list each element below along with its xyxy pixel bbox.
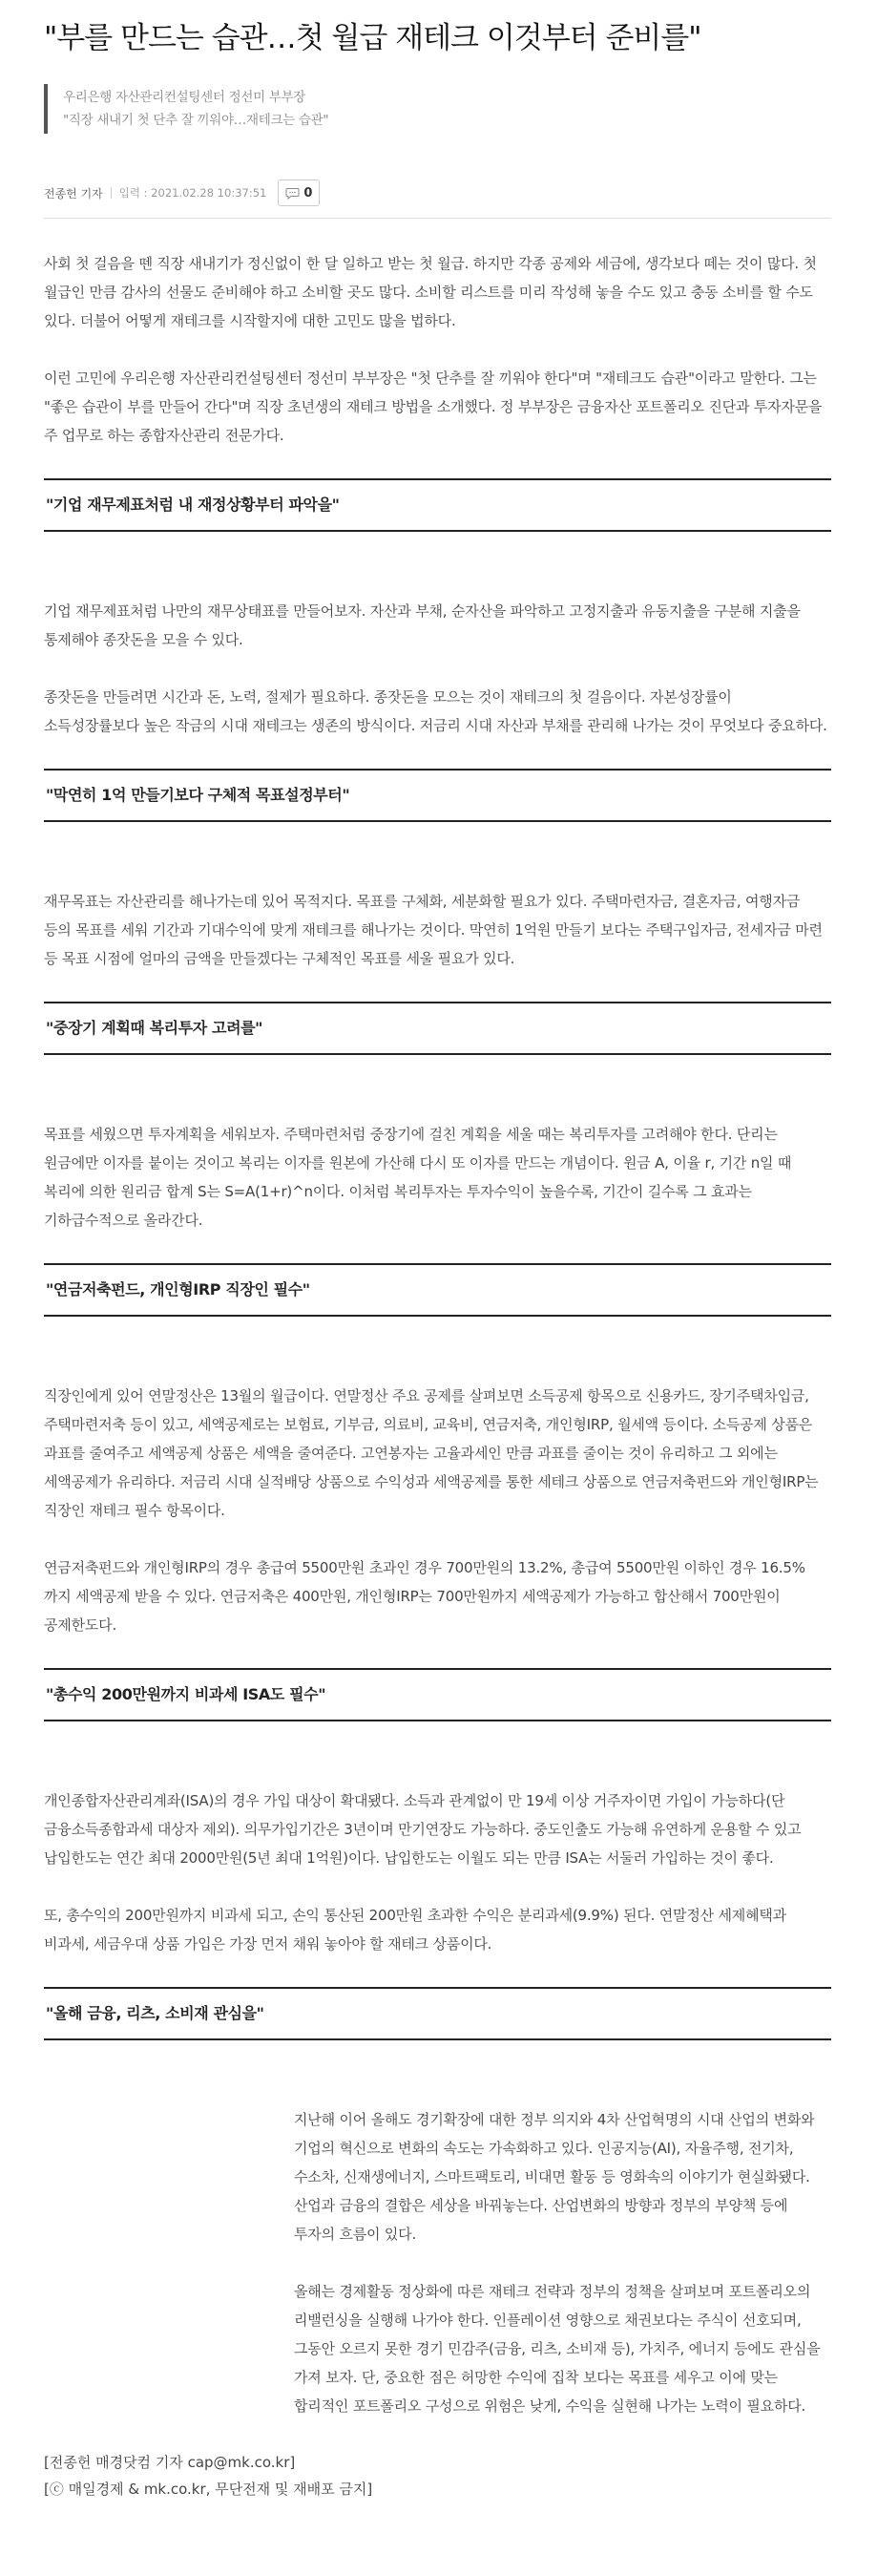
section-heading-box bbox=[44, 1668, 831, 1721]
article-subhead bbox=[44, 84, 831, 134]
body-paragraph: 기업 재무제표처럼 나만의 재무상태표를 만들어보자. 자산과 부채, 순자산을 파악하고 고정지출과 유동지출을 구분해 지출을 통제해야 종잣돈을 모을 수 있다. bbox=[44, 602, 801, 648]
body-paragraph: 직장인에게 있어 연말정산은 13월의 월급이다. 연말정산 주요 공제를 살펴보면 소득공제 항목으로 신용카드, 장기주택차입금, 주택마련저축 등이 있고, 세액공제로는 보험료, 기부금, 의료비, 교육비, 연금저축, 개인형IRP, 월세액 등이다. 소득공제 상품은 과표를 줄여주고 세액공제 상품은 세액을 줄여준다. 고연봉자는 고율과세인 만큼 과표를 줄이는 것이 유리하고 그 외에는 세액공제가 유리하다. 저금리 시대 실적배당 상품으로 수익성과 세액공제를 통한 세테크 상품으로 연금저축펀드와 개인형IRP는 직장인 재테크 필수 항목이다. bbox=[44, 1387, 819, 1519]
section-heading: "연금저축펀드, 개인형IRP 직장인 필수" bbox=[46, 1280, 310, 1299]
section-heading: "막연히 1억 만들기보다 구체적 목표설정부터" bbox=[46, 786, 350, 804]
body-paragraph: 올해는 경제활동 정상화에 따른 재테크 전략과 정부의 정책을 살펴보며 포트폴리오의 리밸런싱을 실행해 나가야 한다. 인플레이션 영향으로 채권보다는 주식이 선호되며, 그동안 오르지 못한 경기 민감주(금융, 리츠, 소비재 등), 가치주, 에너지 등에도 관심을 가져 보자. 단, 중요한 점은 허망한 수익에 집착 보다는 목표를 세우고 이에 맞는 합리적인 포트폴리오 구성으로 위험은 낮게, 수익을 실현해 나가는 노력이 필요하다. bbox=[294, 2283, 821, 2415]
reporter-credit: [전종헌 매경닷컴 기자 cap@mk.co.kr] bbox=[44, 2454, 296, 2471]
section-heading: "총수익 200만원까지 비과세 ISA도 필수" bbox=[46, 1685, 326, 1703]
body-paragraph: 또, 총수익의 200만원까지 비과세 되고, 손익 통산된 200만원 초과한 수익은 분리과세(9.9%) 된다. 연말정산 세제혜택과 비과세, 세금우대 상품 가입은 가장 먼저 채워 놓아야 할 재테크 상품이다. bbox=[44, 1907, 786, 1953]
body-paragraph: 연금저축펀드와 개인형IRP의 경우 총급여 5500만원 초과인 경우 700만원의 13.2%, 총급여 5500만원 이하인 경우 16.5%까지 세액공제 받을 수 있다. 연금저축은 400만원, 개인형IRP는 700만원까지 세액공제가 가능하고 합산해서 700만원이 공제한도다. bbox=[44, 1559, 805, 1634]
intro-paragraph: 사회 첫 걸음을 뗀 직장 새내기가 정신없이 한 달 일하고 받는 첫 월급. 하지만 각종 공제와 세금에, 생각보다 떼는 것이 많다. 첫 월급인 만큼 감사의 선물도 준비해야 하고 소비할 곳도 많다. 소비할 리스트를 미리 작성해 놓을 수도 있고 충동 소비를 할 수도 있다. 더불어 어떻게 재테크를 시작할지에 대한 고민도 많을 법하다. bbox=[44, 255, 817, 329]
section-heading-box bbox=[44, 1002, 831, 1055]
section-heading-box bbox=[44, 1987, 831, 2040]
speech-bubble-icon bbox=[285, 187, 300, 200]
section-heading: "올해 금융, 리츠, 소비재 관심을" bbox=[46, 2004, 264, 2022]
section-heading-box bbox=[44, 478, 831, 532]
copyright-notice: [ⓒ 매일경제 & mk.co.kr, 무단전재 및 재배포 금지] bbox=[44, 2481, 373, 2498]
reporter-name[interactable]: 전종헌 기자 bbox=[44, 186, 103, 201]
published-date: 입력 : 2021.02.28 10:37:51 bbox=[118, 186, 267, 200]
section-heading: "중장기 계획때 복리투자 고려를" bbox=[46, 1019, 263, 1037]
section-heading: "기업 재무제표처럼 내 재정상황부터 파악을" bbox=[46, 496, 340, 514]
body-paragraph: 개인종합자산관리계좌(ISA)의 경우 가입 대상이 확대됐다. 소득과 관계없이 만 19세 이상 거주자이면 가입이 가능하다(단 금융소득종합과세 대상자 제외). 의무가입기간은 3년이며 만기연장도 가능하다. 중도인출도 가능해 유연하게 운용할 수 있고 납입한도는 연간 최대 2000만원(5년 최대 1억원)이다. 납입한도는 이월도 되는 만큼 ISA는 서둘러 가입하는 것이 좋다. bbox=[44, 1792, 802, 1867]
subhead-line-2: "직장 새내기 첫 단추 잘 끼워야…재테크는 습관" bbox=[63, 113, 329, 128]
section-heading-box bbox=[44, 1263, 831, 1317]
article-headline: "부를 만드는 습관…첫 월급 재테크 이것부터 준비를" bbox=[44, 21, 701, 55]
section-heading-box bbox=[44, 769, 831, 822]
body-paragraph: 지난해 이어 올해도 경기확장에 대한 정부 의지와 4차 산업혁명의 시대 산업의 변화와 기업의 혁신으로 변화의 속도는 가속화하고 있다. 인공지능(AI), 자율주행, 전기차, 수소차, 신재생에너지, 스마트팩토리, 비대면 활동 등 영화속의 이야기가 현실화됐다. 산업과 금융의 결합은 세상을 바꿔놓는다. 산업변화의 방향과 정부의 부양책 등에 투자의 흐름이 있다. bbox=[294, 2111, 815, 2243]
comment-button[interactable] bbox=[278, 179, 320, 206]
body-paragraph: 재무목표는 자산관리를 해나가는데 있어 목적지다. 목표를 구체화, 세분화할 필요가 있다. 주택마련자금, 결혼자금, 여행자금 등의 목표를 세워 기간과 기대수익에 맞게 재테크를 해나가는 것이다. 막연히 1억원 만들기 보다는 주택구입자금, 전세자금 마련 등 목표 시점에 얼마의 금액을 만들겠다는 구체적인 목표를 세울 필요가 있다. bbox=[44, 893, 823, 967]
body-paragraph: 종잣돈을 만들려면 시간과 돈, 노력, 절제가 필요하다. 종잣돈을 모으는 것이 재테크의 첫 걸음이다. 자본성장률이 소득성장률보다 높은 작금의 시대 재테크는 생존의 방식이다. 저금리 시대 자산과 부채를 관리해 나가는 것이 무엇보다 중요하다. bbox=[44, 688, 827, 734]
body-paragraph: 목표를 세웠으면 투자계획을 세워보자. 주택마련처럼 중장기에 걸친 계획을 세울 때는 복리투자를 고려해야 한다. 단리는 원금에만 이자를 붙이는 것이고 복리는 이자를 원본에 가산해 다시 또 이자를 만드는 개념이다. 원금 A, 이율 r, 기간 n일 때 복리에 의한 원리금 합계 S는 S=A(1+r)^n이다. 이처럼 복리투자는 투자수익이 높을수록, 기간이 길수록 그 효과는 기하급수적으로 올라간다. bbox=[44, 1126, 792, 1229]
meta-divider bbox=[111, 187, 112, 199]
article-meta bbox=[44, 178, 831, 208]
header-divider bbox=[44, 218, 831, 219]
subhead-line-1: 우리은행 자산관리컨설팅센터 정선미 부부장 bbox=[63, 90, 306, 105]
article-credit bbox=[44, 2449, 831, 2502]
comment-count: 0 bbox=[303, 185, 313, 201]
intro-paragraph: 이런 고민에 우리은행 자산관리컨설팅센터 정선미 부부장은 "첫 단추를 잘 끼워야 한다"며 "재테크도 습관"이라고 말한다. 그는 "좋은 습관이 부를 만들어 간다"며 직장 초년생의 재테크 방법을 소개했다. 정 부부장은 금융자산 포트폴리오 진단과 투자자문을 주 업무로 하는 종합자산관리 전문가다. bbox=[44, 370, 823, 444]
